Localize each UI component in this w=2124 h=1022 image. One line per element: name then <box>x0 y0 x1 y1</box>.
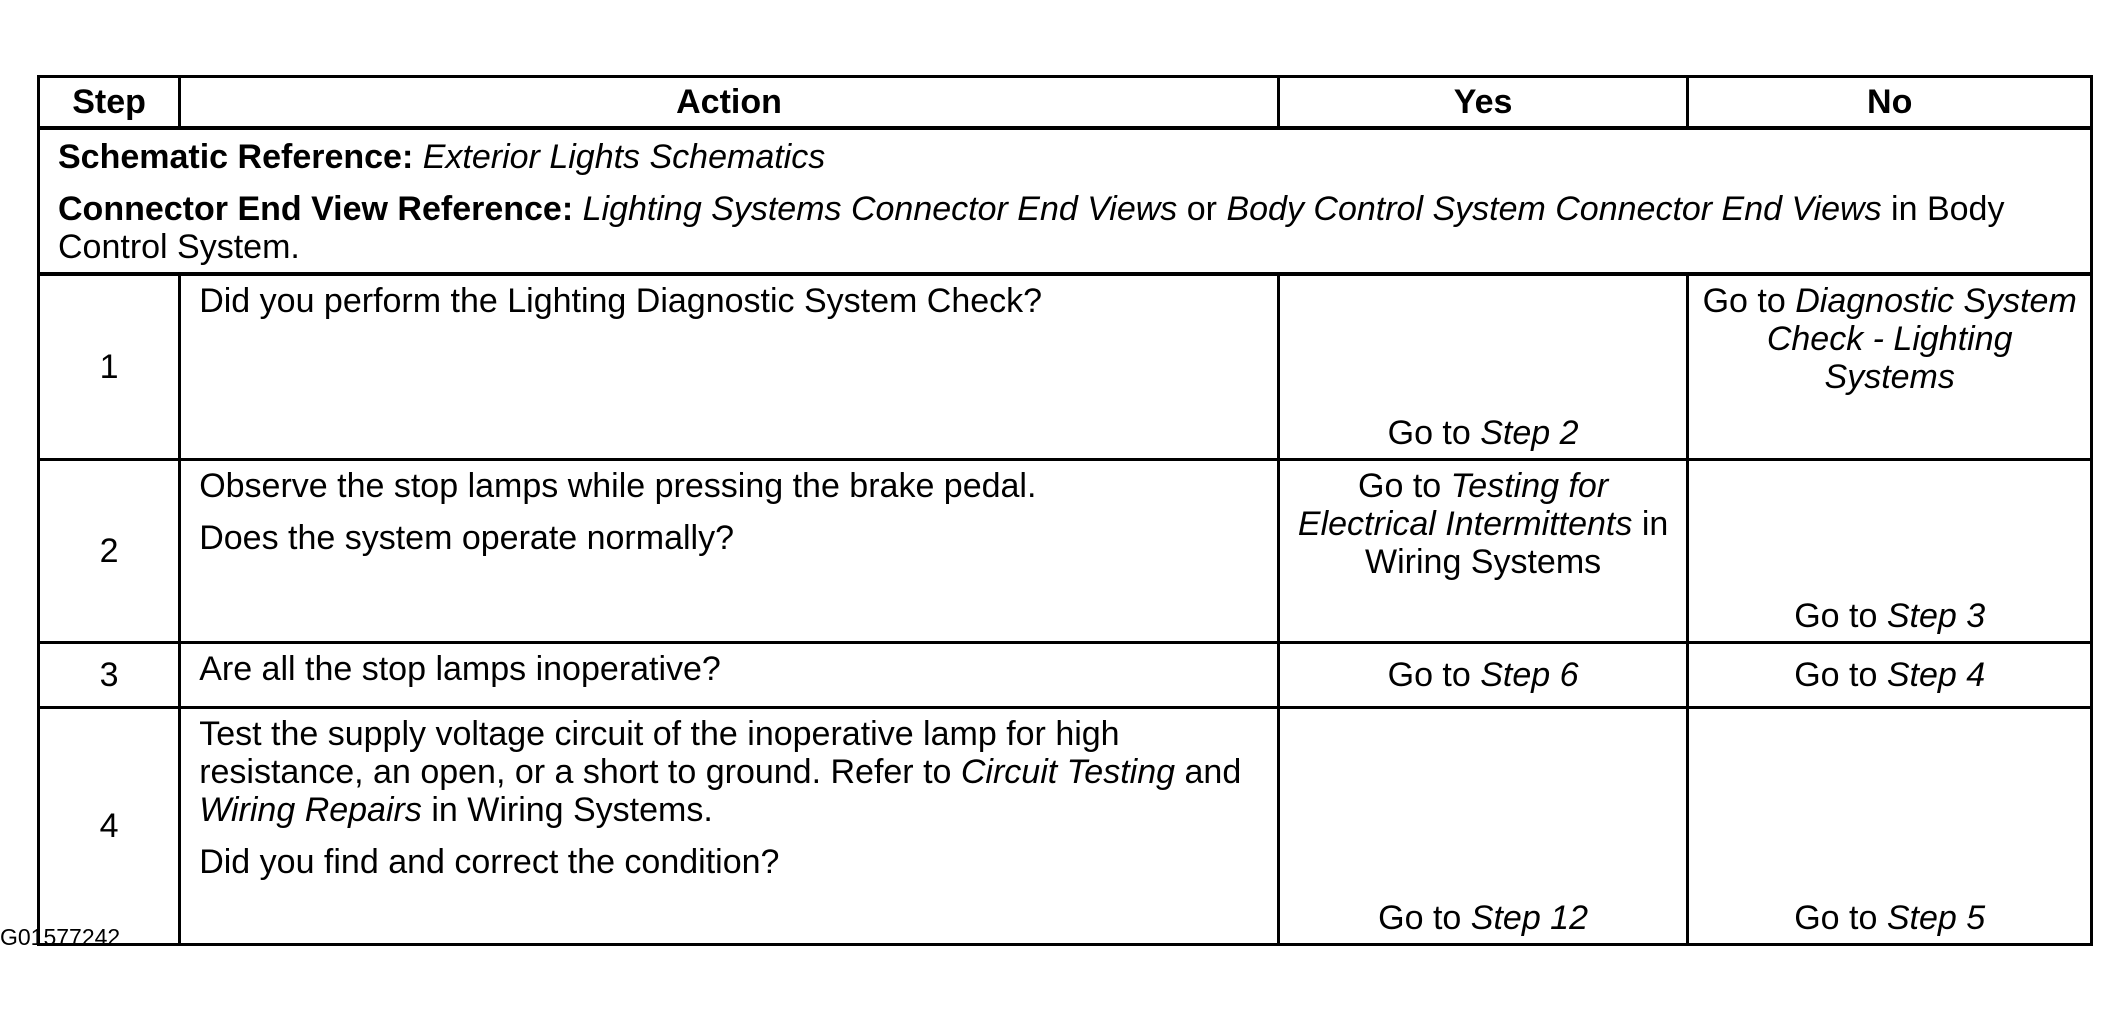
action-text: Observe the stop lamps while pressing the brake pedal. <box>199 467 1037 505</box>
no-cell <box>1688 708 2092 945</box>
no-cell <box>1688 460 2092 643</box>
yes-prefix: Go to <box>1378 899 1462 937</box>
yes-prefix: Go to <box>1387 656 1471 694</box>
circuit-testing-link[interactable]: Circuit Testing <box>960 753 1176 791</box>
connector-reference-suffix: in Body Control System. <box>58 190 2005 266</box>
no-prefix: Go to <box>1702 282 1786 320</box>
action-text <box>199 715 1259 829</box>
action-text-and: and <box>1184 753 1242 791</box>
action-cell <box>180 643 1279 708</box>
diagnostic-table <box>37 75 2093 946</box>
no-cell <box>1688 274 2092 460</box>
action-cell <box>180 274 1279 460</box>
connector-reference-link-lighting[interactable]: Lighting Systems Connector End Views <box>582 190 1178 228</box>
yes-cell <box>1278 708 1688 945</box>
action-text-suffix: in Wiring Systems. <box>431 791 713 829</box>
yes-target-link[interactable]: Step 12 <box>1470 899 1589 937</box>
step-number: 3 <box>39 643 180 708</box>
wiring-repairs-link[interactable]: Wiring Repairs <box>199 791 422 829</box>
yes-suffix: in Wiring Systems <box>1365 505 1669 581</box>
reference-row <box>39 128 2092 274</box>
yes-target-link[interactable]: Step 2 <box>1480 414 1579 452</box>
connector-reference <box>58 190 2072 266</box>
no-target-link[interactable]: Step 4 <box>1886 656 1986 694</box>
yes-target-link[interactable]: Step 6 <box>1480 656 1579 694</box>
step-number: 4 <box>39 708 180 945</box>
no-prefix: Go to <box>1794 899 1878 937</box>
action-question: Did you find and correct the condition? <box>199 843 780 881</box>
figure-id: G01577242 <box>0 924 121 950</box>
schematic-reference <box>58 138 2072 176</box>
schematic-reference-label: Schematic Reference: <box>58 138 414 176</box>
no-prefix: Go to <box>1794 597 1878 635</box>
header-step: Step <box>39 77 180 129</box>
table-row <box>39 643 2092 708</box>
step-number: 1 <box>39 274 180 460</box>
connector-reference-label: Connector End View Reference: <box>58 190 574 228</box>
no-target-link[interactable]: Diagnostic System Check - Lighting Systems <box>1766 282 2077 396</box>
schematic-reference-link[interactable]: Exterior Lights Schematics <box>422 138 826 176</box>
yes-cell <box>1278 460 1688 643</box>
connector-reference-link-body[interactable]: Body Control System Connector End Views <box>1226 190 1882 228</box>
action-text-part: Test the supply voltage circuit of the inoperative lamp for high resistance, an open, or a short to ground. Refer to <box>199 715 1120 791</box>
header-yes: Yes <box>1278 77 1688 129</box>
step-number: 2 <box>39 460 180 643</box>
no-target-link[interactable]: Step 5 <box>1886 899 1986 937</box>
yes-cell <box>1278 643 1688 708</box>
yes-target-link[interactable]: Testing for Electrical Intermittents <box>1297 467 1633 543</box>
yes-prefix: Go to <box>1387 414 1471 452</box>
action-question: Are all the stop lamps inoperative? <box>199 650 721 688</box>
action-question: Does the system operate normally? <box>199 519 735 557</box>
action-text: Did you perform the Lighting Diagnostic System Check? <box>199 282 1043 320</box>
connector-reference-or: or <box>1186 190 1217 228</box>
no-prefix: Go to <box>1794 656 1878 694</box>
reference-cell <box>39 128 2092 274</box>
no-cell <box>1688 643 2092 708</box>
no-target-link[interactable]: Step 3 <box>1886 597 1986 635</box>
action-cell <box>180 708 1279 945</box>
yes-prefix: Go to <box>1358 467 1442 505</box>
table-row <box>39 460 2092 643</box>
yes-cell <box>1278 274 1688 460</box>
table-row <box>39 708 2092 945</box>
header-row <box>39 77 2092 129</box>
header-no: No <box>1688 77 2092 129</box>
header-action: Action <box>180 77 1279 129</box>
table-row <box>39 274 2092 460</box>
action-cell <box>180 460 1279 643</box>
